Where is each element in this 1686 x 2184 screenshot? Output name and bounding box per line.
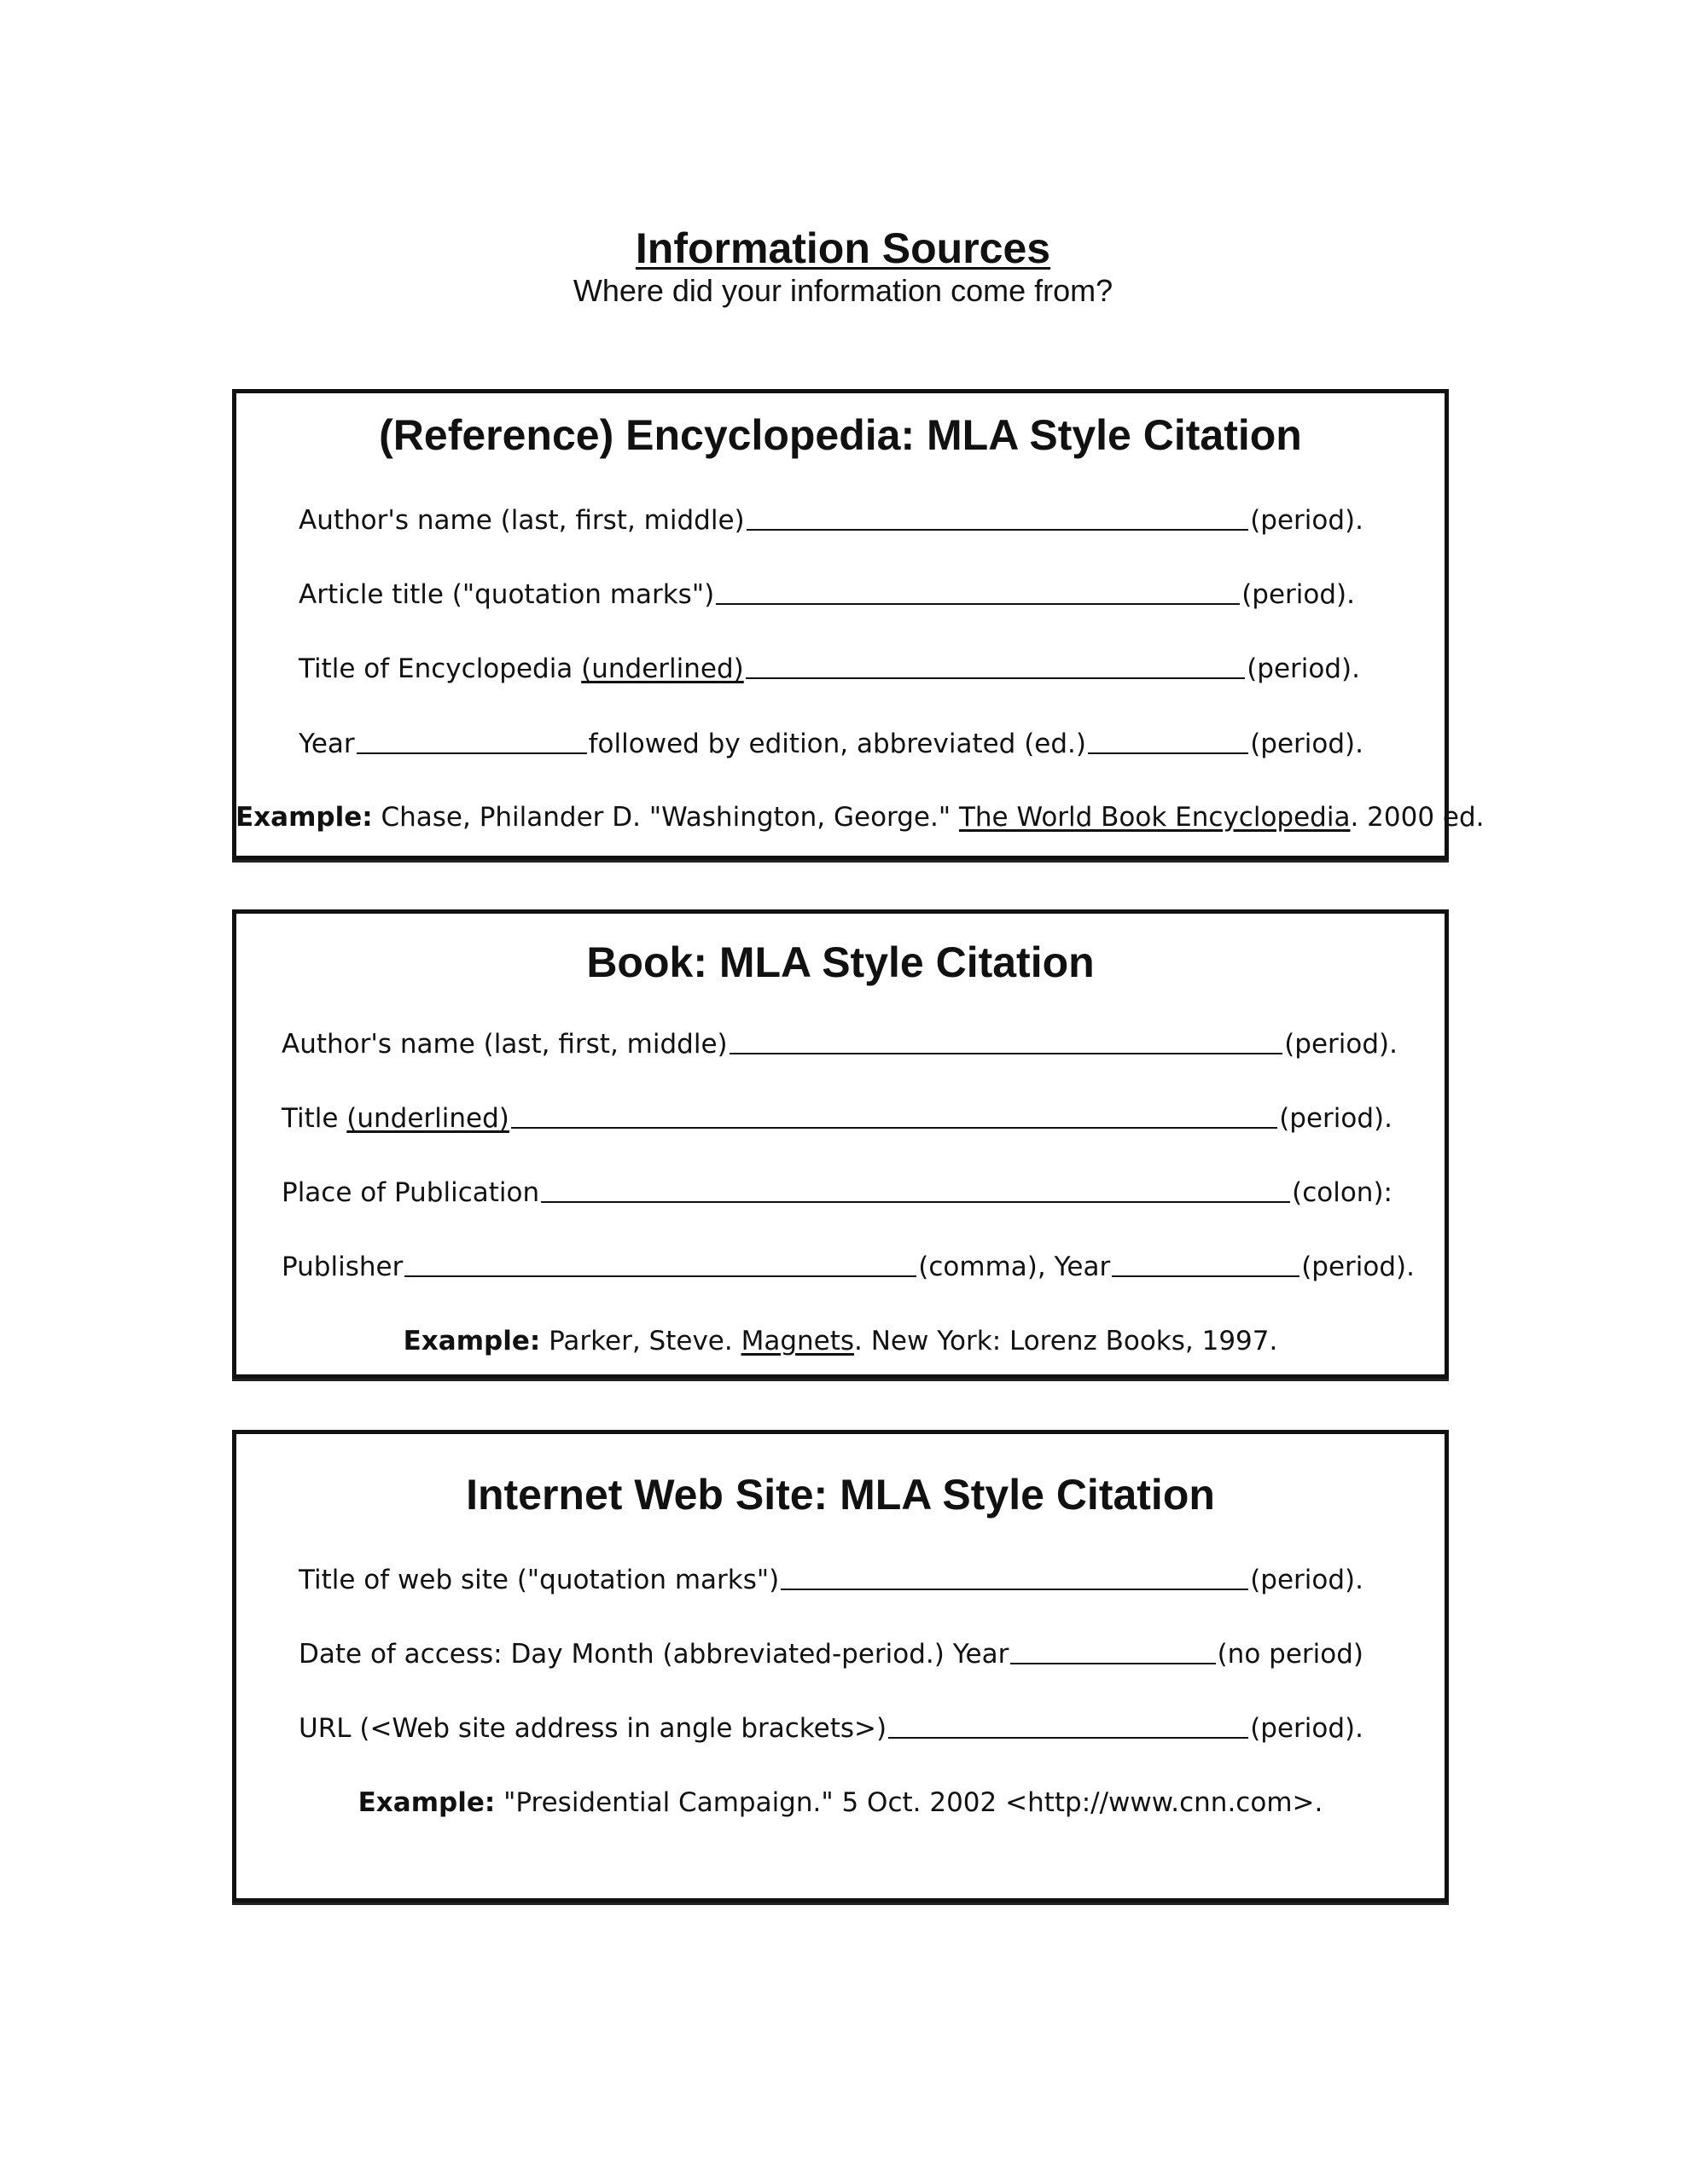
web-example: Example: "Presidential Campaign." 5 Oct. 2002 <http://www.cnn.com>. xyxy=(358,1787,1323,1818)
author-blank[interactable] xyxy=(747,529,1249,531)
book-publisher-row xyxy=(282,1250,1415,1284)
example-label: Example: xyxy=(403,1326,541,1356)
edition-end: (period). xyxy=(1250,729,1363,759)
year-blank[interactable] xyxy=(1112,1275,1299,1277)
author-label: Author's name (last, first, middle) xyxy=(299,505,745,536)
edition-blank[interactable] xyxy=(1088,752,1248,754)
author-end: (period). xyxy=(1284,1029,1398,1060)
comma-year-label: (comma), Year xyxy=(918,1252,1111,1282)
url-blank[interactable] xyxy=(888,1737,1248,1739)
article-end: (period). xyxy=(1241,579,1355,610)
web-citation-box xyxy=(232,1430,1449,1902)
enc-title-blank[interactable] xyxy=(746,677,1245,679)
article-blank[interactable] xyxy=(716,603,1240,605)
book-place-row xyxy=(282,1176,1392,1210)
encyclopedia-example: Example: Chase, Philander D. "Washington, George." The World Book Encyclopedia. 2000 ed. xyxy=(235,802,1485,833)
enc-title-end: (period). xyxy=(1247,653,1360,684)
article-label: Article title ("quotation marks") xyxy=(299,579,715,610)
edition-label: followed by edition, abbreviated (ed.) xyxy=(588,729,1086,759)
author-label: Author's name (last, first, middle) xyxy=(282,1029,728,1060)
publisher-label: Publisher xyxy=(282,1252,404,1282)
enc-title-label: Title of Encyclopedia (underlined) xyxy=(299,653,744,684)
page-title: Information Sources xyxy=(635,224,1051,272)
publisher-blank[interactable] xyxy=(404,1275,916,1277)
encyclopedia-citation-box xyxy=(232,389,1485,860)
year-blank[interactable] xyxy=(357,752,587,754)
example-label: Example: xyxy=(358,1787,496,1818)
book-citation-box xyxy=(232,909,1449,1379)
encyclopedia-box-title: (Reference) Encyclopedia: MLA Style Citation xyxy=(379,411,1302,459)
place-blank[interactable] xyxy=(541,1201,1290,1203)
example-label: Example: xyxy=(235,802,373,833)
url-end: (period). xyxy=(1250,1713,1363,1744)
title-label: Title (underlined) xyxy=(282,1103,509,1134)
access-blank[interactable] xyxy=(1010,1663,1215,1664)
encyclopedia-title-row xyxy=(299,652,1360,686)
encyclopedia-author-row xyxy=(299,503,1363,537)
book-example: Example: Parker, Steve. Magnets. New York: Lorenz Books, 1997. xyxy=(403,1326,1278,1356)
page-header xyxy=(0,224,1686,309)
place-end: (colon): xyxy=(1292,1177,1392,1208)
web-box-title: Internet Web Site: MLA Style Citation xyxy=(466,1471,1215,1519)
author-blank[interactable] xyxy=(730,1053,1283,1054)
book-author-row xyxy=(282,1027,1398,1061)
site-end: (period). xyxy=(1250,1565,1363,1595)
publisher-end: (period). xyxy=(1301,1252,1415,1282)
book-title-row xyxy=(282,1101,1392,1136)
web-site-row xyxy=(299,1563,1363,1597)
site-blank[interactable] xyxy=(781,1589,1248,1590)
year-label: Year xyxy=(299,729,355,759)
web-access-row xyxy=(299,1637,1363,1671)
site-label: Title of web site ("quotation marks") xyxy=(299,1565,780,1595)
page-subtitle: Where did your information come from? xyxy=(573,273,1113,308)
web-url-row xyxy=(299,1711,1363,1745)
place-label: Place of Publication xyxy=(282,1177,540,1208)
book-box-title: Book: MLA Style Citation xyxy=(586,938,1095,986)
encyclopedia-article-row xyxy=(299,578,1355,612)
encyclopedia-year-row xyxy=(299,727,1363,761)
title-end: (period). xyxy=(1279,1103,1392,1134)
access-end: (no period) xyxy=(1217,1639,1363,1670)
author-end: (period). xyxy=(1250,505,1363,536)
title-blank[interactable] xyxy=(511,1127,1277,1129)
access-label: Date of access: Day Month (abbreviated-period.) Year xyxy=(299,1639,1009,1670)
url-label: URL (<Web site address in angle brackets>) xyxy=(299,1713,887,1744)
